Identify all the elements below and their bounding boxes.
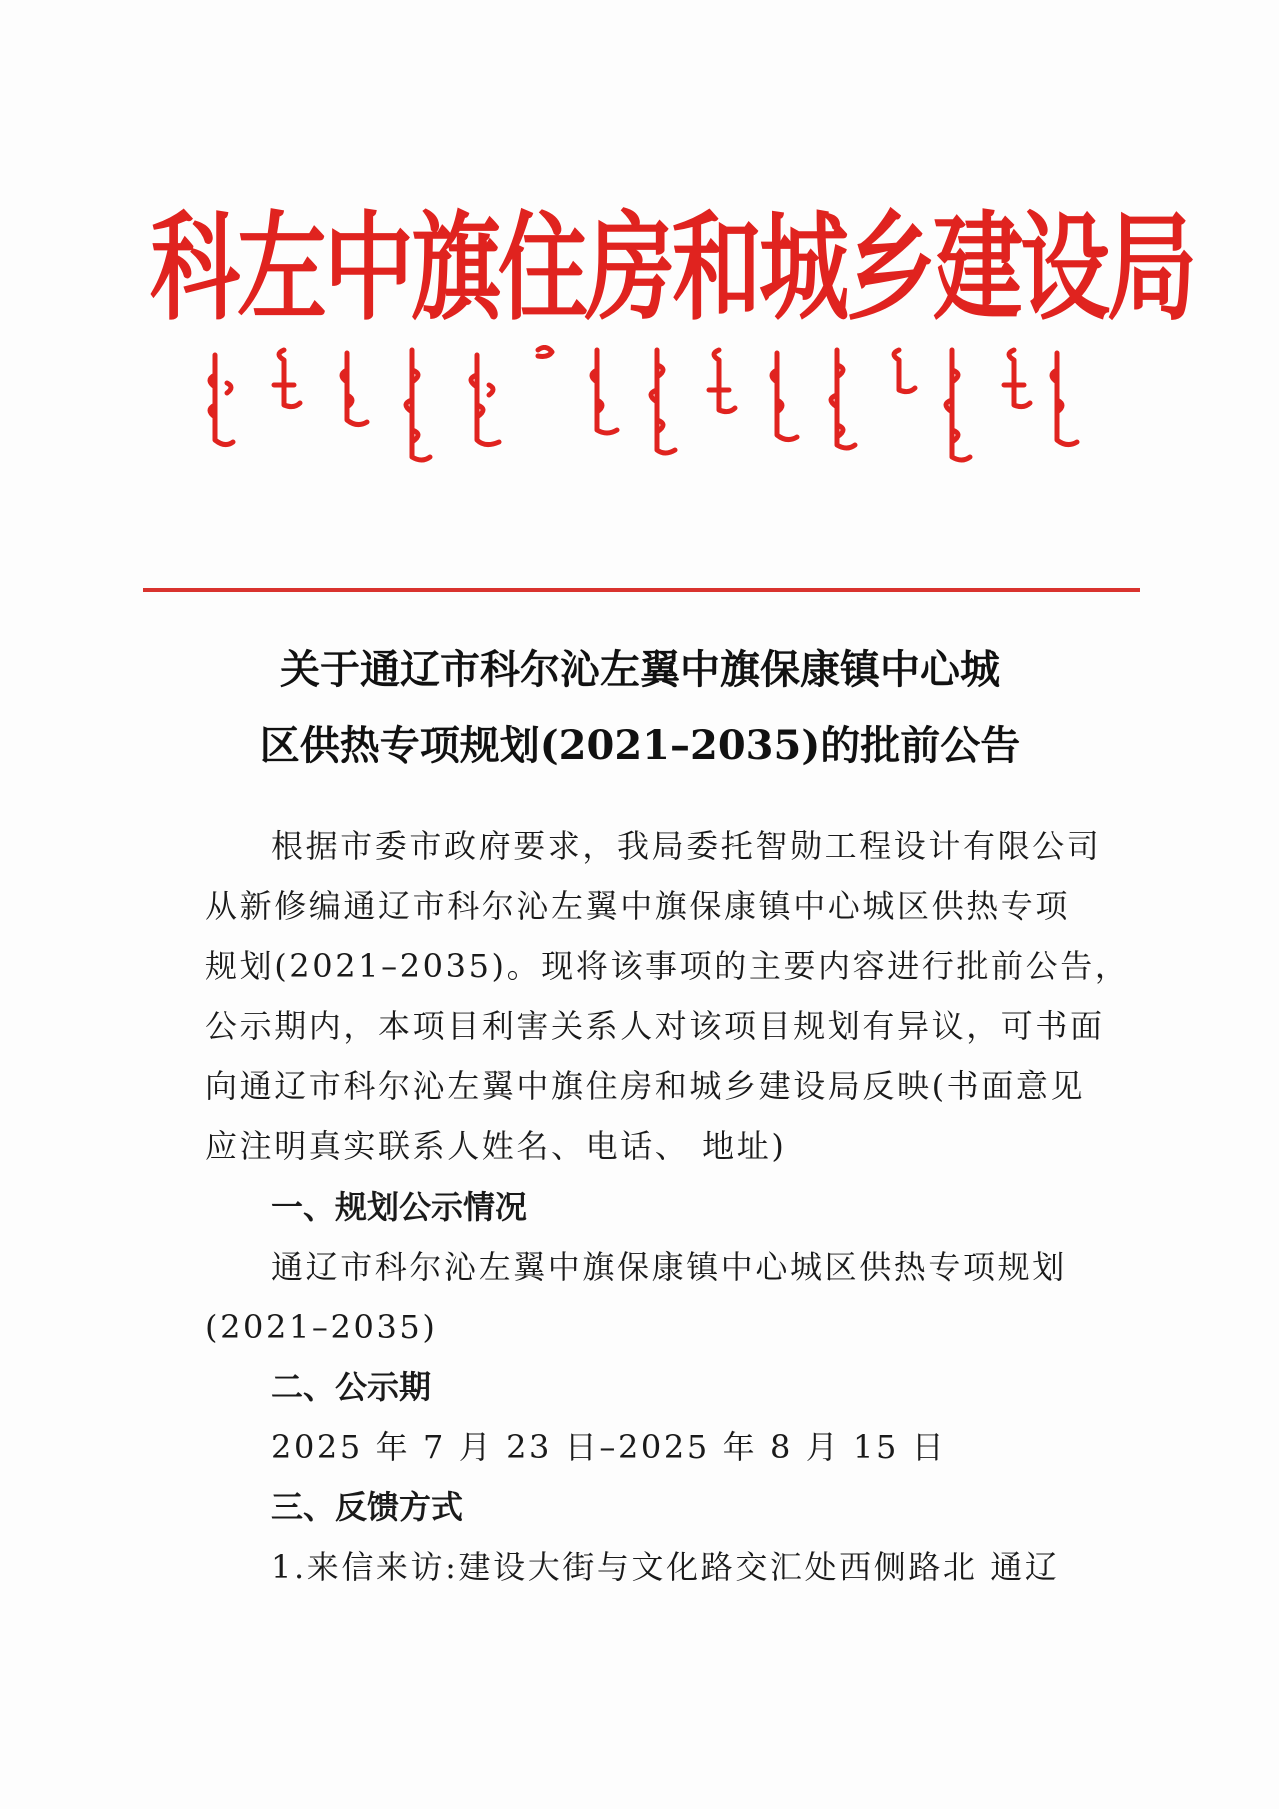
intro-line: 应注明真实联系人姓名、电话、 地址) [205, 1127, 787, 1165]
section-feedback-text [205, 1537, 1100, 1597]
section-line: 2025 年 7 月 23 日–2025 年 8 月 15 日 [271, 1428, 947, 1466]
letterhead-mongolian-script [195, 345, 1095, 470]
intro-line: 公示期内，本项目利害关系人对该项目规划有异议，可书面 [205, 1007, 1105, 1045]
section-publicity-period-text [205, 1417, 1100, 1477]
document-title-line-2: 区供热专项规划(2021–2035)的批前公告 [259, 722, 1021, 769]
document-title-line-1: 关于通辽市科尔沁左翼中旗保康镇中心城 [280, 646, 1000, 693]
intro-line: 规划(2021–2035)。现将该事项的主要内容进行批前公告， [205, 947, 1130, 985]
section-plan-publicity-text [205, 1237, 1100, 1357]
letterhead-divider [143, 588, 1140, 592]
section-line: 1.来信来访:建设大街与文化路交汇处西侧路北 通辽 [271, 1548, 1060, 1586]
intro-paragraph [205, 816, 1130, 1176]
section-heading-plan-publicity: 一、规划公示情况 [271, 1188, 528, 1226]
section-line: 通辽市科尔沁左翼中旗保康镇中心城区供热专项规划 [271, 1248, 1067, 1286]
document-title [140, 632, 1140, 784]
section-heading-publicity-period: 二、公示期 [271, 1368, 432, 1406]
section-heading-feedback: 三、反馈方式 [271, 1488, 464, 1526]
letterhead-org-name: 科左中旗住房和城乡建设局 [150, 200, 1194, 338]
intro-line: 向通辽市科尔沁左翼中旗住房和城乡建设局反映(书面意见 [205, 1067, 1086, 1105]
intro-line: 根据市委市政府要求，我局委托智勋工程设计有限公司 [271, 827, 1102, 865]
intro-line: 从新修编通辽市科尔沁左翼中旗保康镇中心城区供热专项 [205, 887, 1071, 925]
section-line: (2021–2035) [205, 1308, 438, 1346]
